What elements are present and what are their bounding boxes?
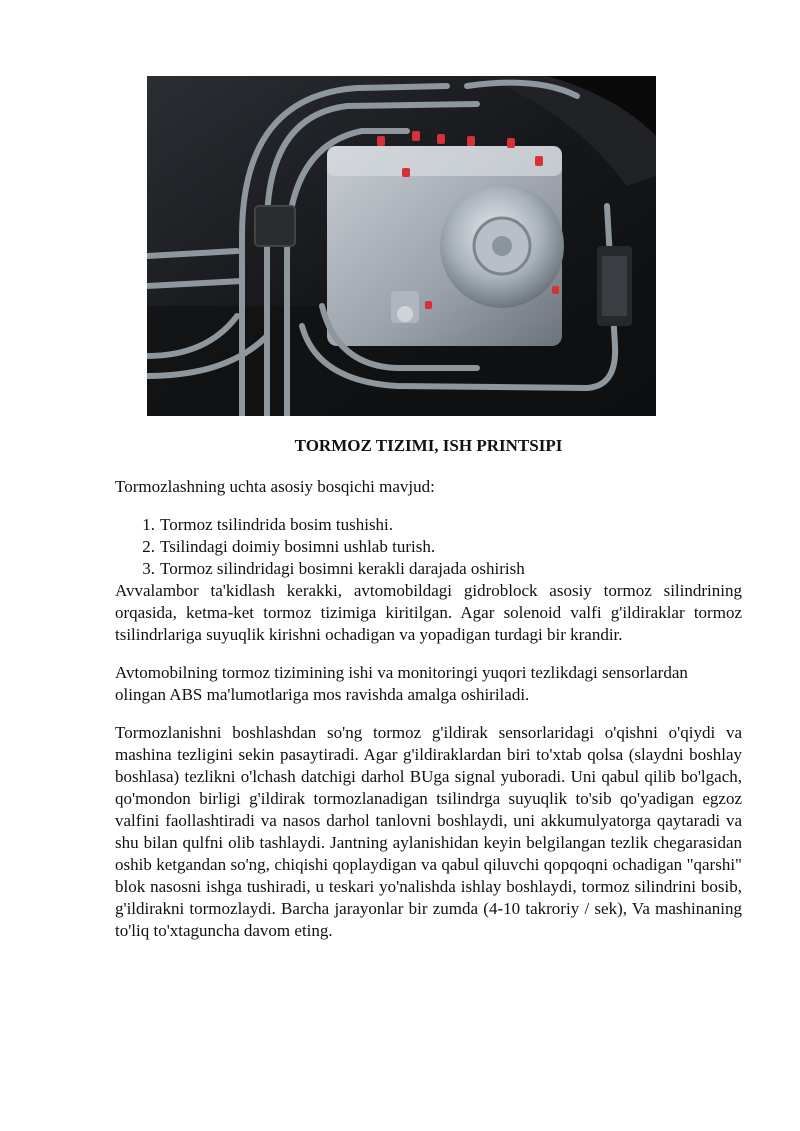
list-number: 1. (142, 515, 155, 534)
steps-list (115, 514, 742, 580)
page-title: TORMOZ TIZIMI, ISH PRINTSIPI (294, 436, 563, 455)
list-item-text: Tsilindagi doimiy bosimni ushlab turish. (160, 537, 436, 556)
intro-text: Tormozlashning uchta asosiy bosqichi mavjud: (115, 477, 435, 496)
paragraph-gidroblock: Avvalambor ta'kidlash kerakki, avtomobildagi gidroblock asosiy tormoz silindrining orqasida, ketma-ket tormoz tizimiga kiritilgan. Agar solenoid valfi g'ildiraklar tormoz tsilindrlariga suyuqlik kirishni ochadigan va yopadigan turdagi bir krandir. (115, 581, 742, 644)
list-item-text: Tormoz silindridagi bosimni kerakli darajada oshirish (160, 559, 525, 578)
abs-unit-photo (147, 76, 656, 416)
list-item (115, 536, 742, 558)
paragraph-braking-process: Tormozlanishni boshlashdan so'ng tormoz g'ildirak sensorlaridagi o'qishni o'qiydi va mashina tezligini sekin pasaytiradi. Agar g'ildiraklardan biri to'xtab qolsa (slaydni boshlay boshlasa) tezlikni o'lchash datchigi darhol BUga signal yuboradi. Uni qabul qilib bo'lgach, qo'mondon birligi g'ildirak tormozlanadigan tsilindrga suyuqlik to'sib qo'yadigan egzoz valfini faollashtiradi va nasos darhol tanlovni boshlaydi, uni akkumulyatorga qaytaradi va shu bilan qulfni olib tashlaydi. Jantning aylanishidan keyin belgilangan tezlik chegarasidan oshib ketgandan so'ng, chiqishi qoplaydigan va qabul qiluvchi qopqoqni ochadigan "qarshi" blok nasosni ishga tushiradi, u teskari yo'nalishda ishlay boshlaydi, tormoz silindrini bosib, g'ildirakni tormozlaydi. Barcha jarayonlar bir zumda (4-10 takroriy / sek), Va mashinaning to'liq to'xtaguncha davom eting. (115, 723, 742, 940)
list-number: 2. (142, 537, 155, 556)
list-item (115, 558, 742, 580)
list-item (115, 514, 742, 536)
list-item-text: Tormoz tsilindrida bosim tushishi. (160, 515, 394, 534)
list-number: 3. (142, 559, 155, 578)
paragraph-monitoring: Avtomobilning tormoz tizimining ishi va monitoringi yuqori tezlikdagi sensorlardan olingan ABS ma'lumotlariga mos ravishda amalga oshiriladi. (115, 663, 688, 704)
